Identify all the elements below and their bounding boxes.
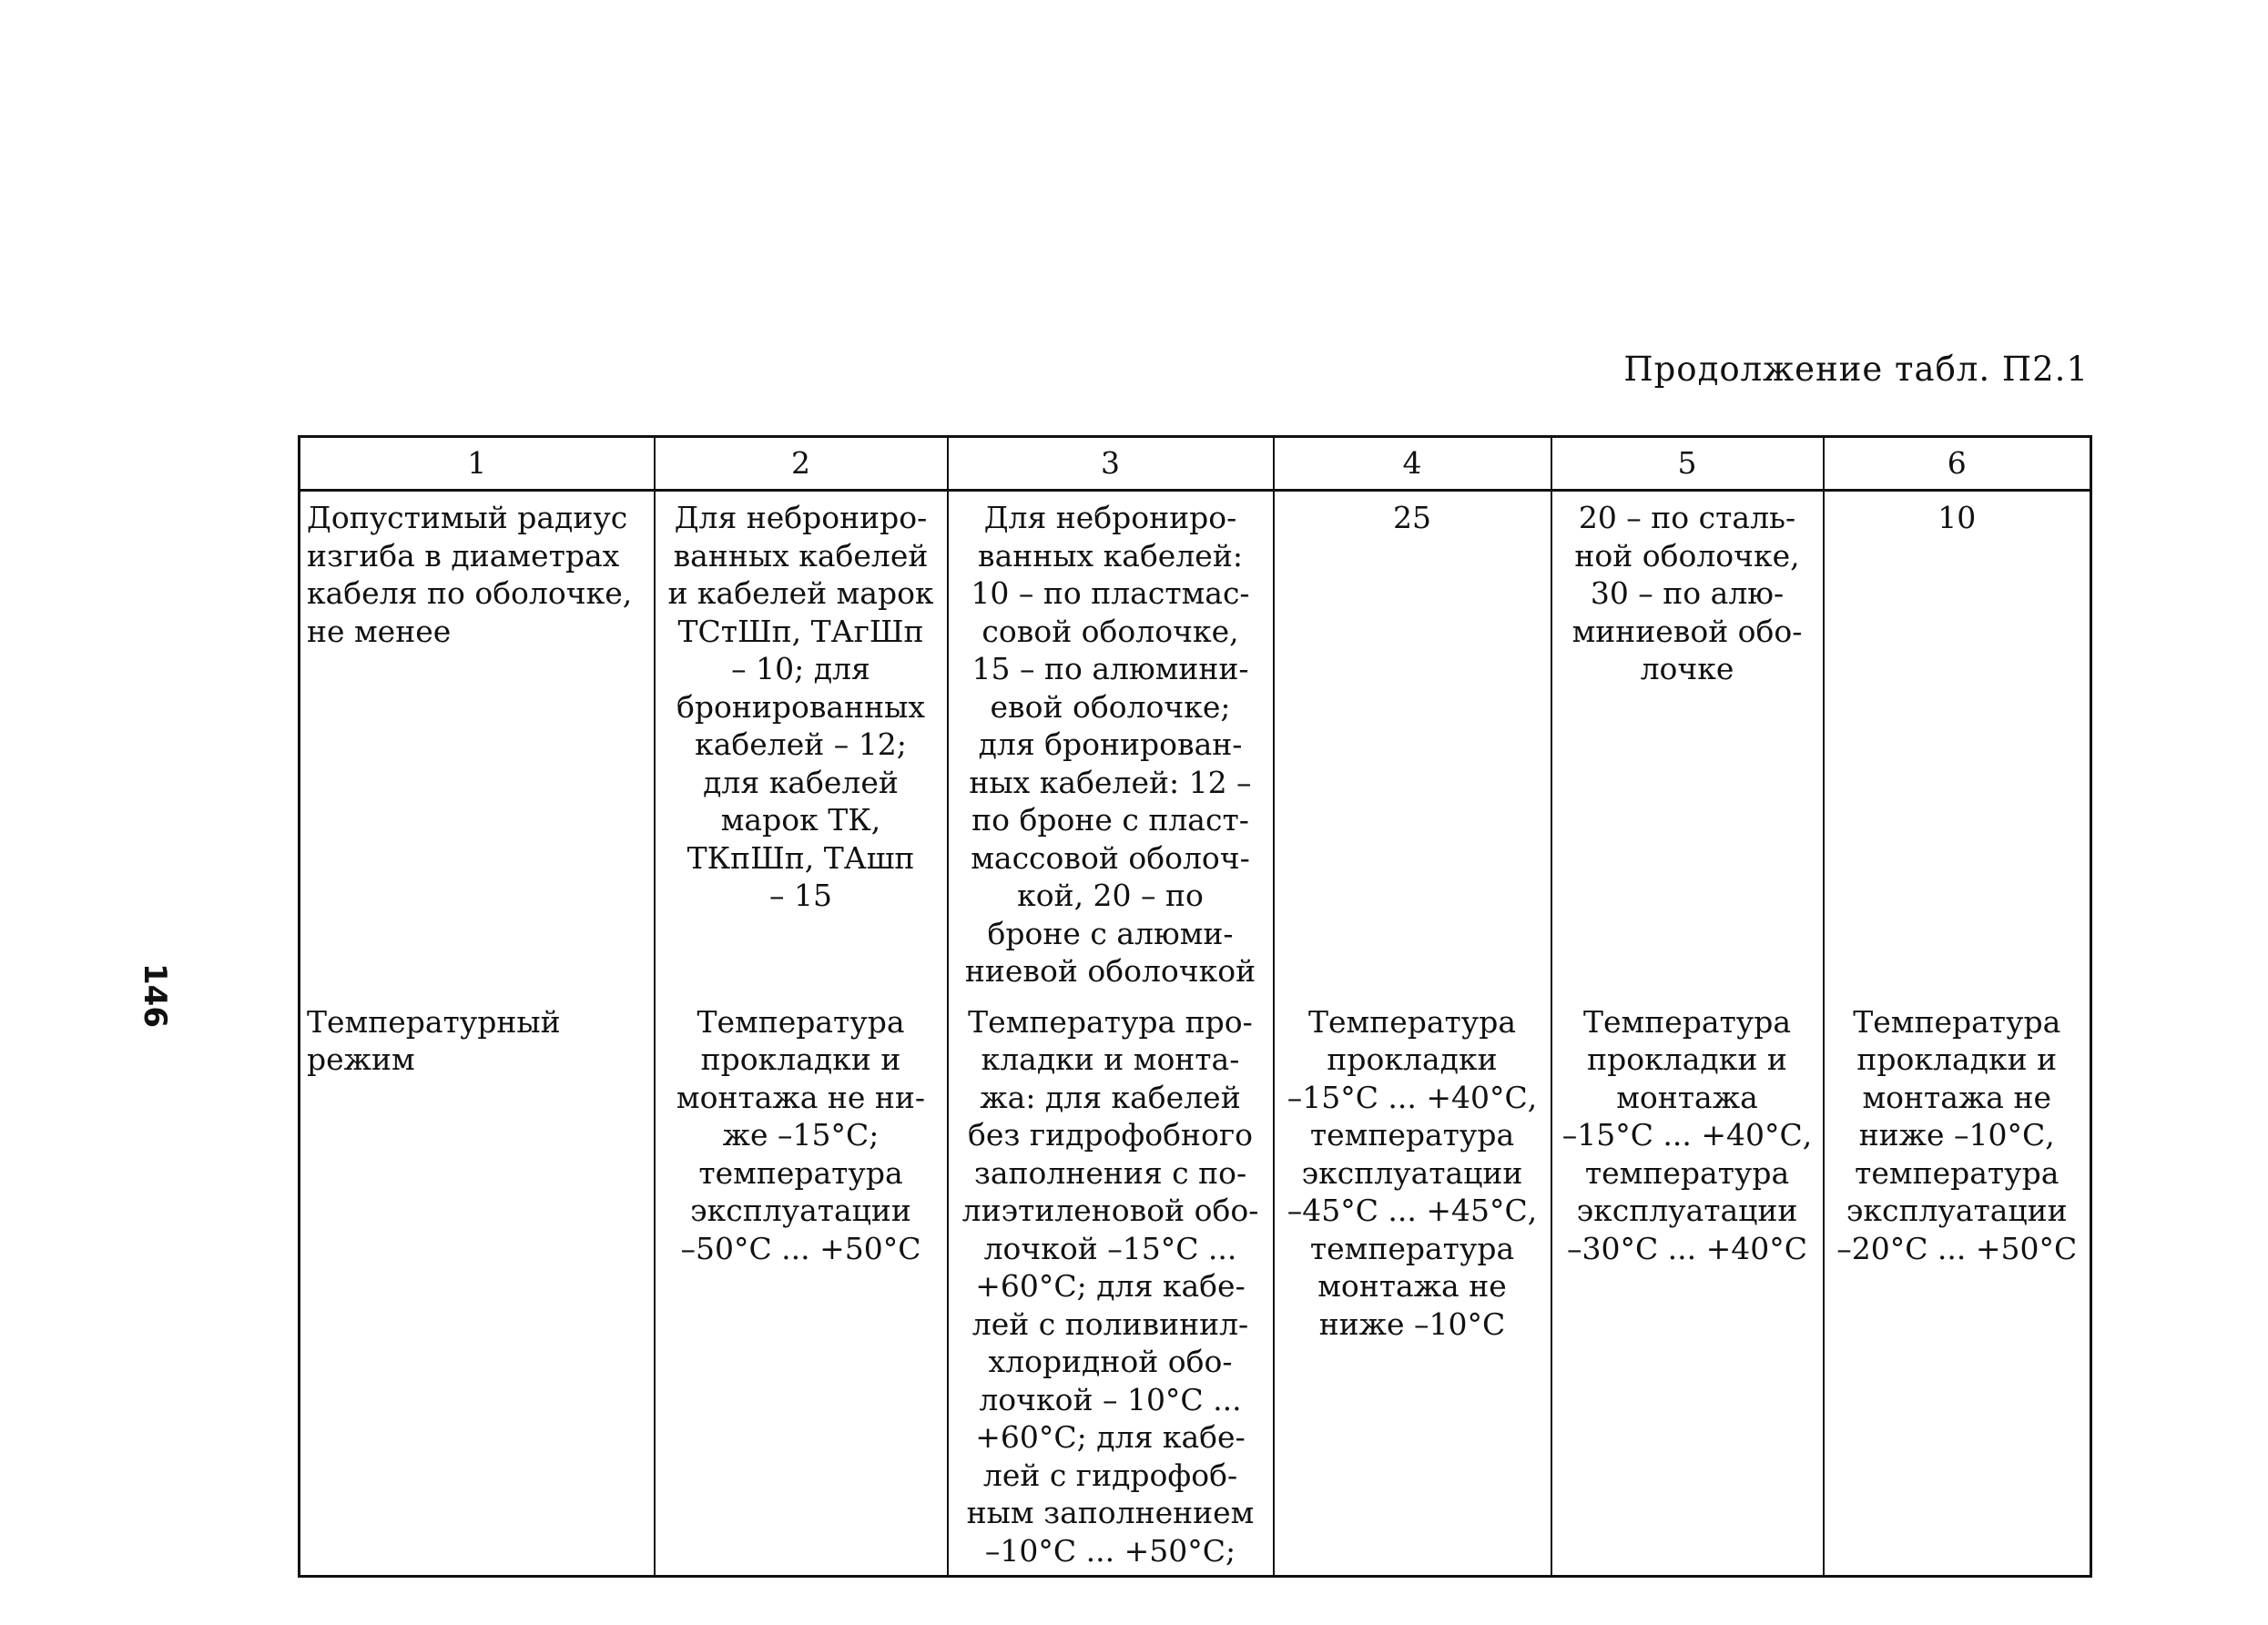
table-cell-col-6 [1824,1000,2091,1577]
column-header-4: 4 [1274,437,1551,491]
table-cell: Температура прокладки и монтажа –15°С ... +40°С, температура эксплуатации –30°С ... +40°С [1561,1003,1813,1266]
table-cell-col-3 [948,491,1274,1000]
table-caption: Продолжение табл. П2.1 [1623,350,2089,389]
table-cell: Допустимый радиус изгиба в диаметрах кабеля по оболочке, не менее [307,500,633,649]
table-cell: Температура прокладки и монтажа не ни- же –15°С; температура эксплуатации –50°С ... +50°С [676,1003,926,1266]
table-cell: 20 – по сталь- ной оболочке, 30 – по алю- миниевой обо- лочке [1571,500,1803,686]
page-number: 146 [137,963,173,1028]
table-row-bend-radius [300,491,2091,1000]
column-header-5: 5 [1551,437,1824,491]
table-cell: 25 [1393,500,1431,535]
table-cell-col-3 [948,1000,1274,1577]
table-cell-col-2 [655,1000,948,1577]
row-label-bend-radius [300,491,655,1000]
table-cell-col-2 [655,491,948,1000]
table-cell: Для неброниро- ванных кабелей и кабелей марок ТСтШп, ТАгШп – 10; для бронированных кабелей – 12; для кабелей марок ТК, ТКпШп, ТАшп – 15 [667,500,934,913]
table-cell: Температура прокладки –15°С ... +40°С, температура эксплуатации –45°С ... +45°С, температура монтажа не ниже –10°С [1287,1003,1538,1342]
table-row-temperature [300,1000,2091,1577]
cable-specs-table [298,435,2092,1578]
table-cell: Температура прокладки и монтажа не ниже –10°С, температура эксплуатации –20°С ... +50°С [1836,1003,2078,1266]
header-row [300,437,2091,491]
table-cell: Температура про- кладки и монта- жа: для кабелей без гидрофобного заполнения с по- лиэтиленовой обо- лочкой –15°С ... +60°С; для кабе- лей с поливинил- хлоридной обо- лочкой – 10°С ... +60°С; для кабе- лей с гидрофоб- ным заполнением –10°С ... +50°С; [961,1003,1259,1569]
table-cell: Температурный режим [307,1003,561,1077]
row-label-temperature [300,1000,655,1577]
column-header-2: 2 [655,437,948,491]
column-header-1: 1 [300,437,655,491]
table-cell-col-4 [1274,1000,1551,1577]
table-cell: Для неброниро- ванных кабелей: 10 – по пластмас- совой оболочке, 15 – по алюмини- евой оболочке; для бронирован- ных кабелей: 12 – по броне с пласт- массовой оболоч- кой, 20 – по броне с алюми- ниевой оболочкой [964,500,1256,989]
table-cell-col-5 [1551,1000,1824,1577]
table-cell-col-6 [1824,491,2091,1000]
column-header-6: 6 [1824,437,2091,491]
table-cell-col-5 [1551,491,1824,1000]
column-header-3: 3 [948,437,1274,491]
table-cell-col-4 [1274,491,1551,1000]
table-cell: 10 [1937,500,1977,535]
